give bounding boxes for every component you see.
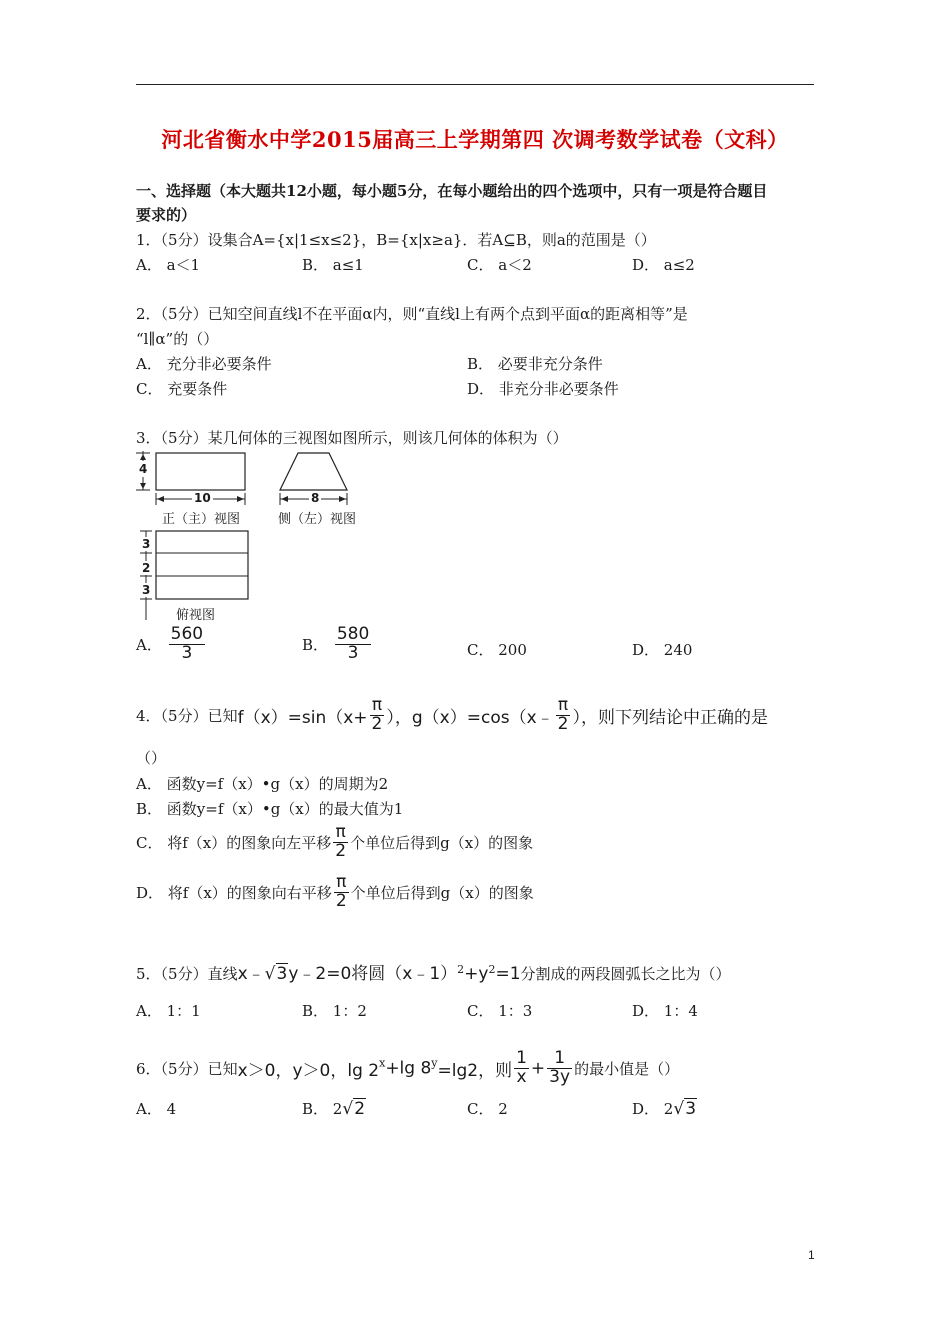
q3-option-a: A． $\frac{560}{3}$ xyxy=(136,624,204,663)
section-heading-line1: 一、选择题（本大题共12小题，每小题5分，在每小题给出的四个选项中，只有一项是符合题目 xyxy=(136,182,768,200)
q4-option-b: B． 函数y=f（x）•g（x）的最大值为1 xyxy=(136,800,404,818)
side-view-label: 侧（左）视图 xyxy=(278,512,357,527)
q1-option-d: D． a≤2 xyxy=(632,256,695,274)
q4-option-d: D． 将f（x）的图象向右平移 $\frac{\pi}{2}$ 个单位后得到g（x）的图象 xyxy=(136,872,534,911)
dim-top-label-3: 3 xyxy=(142,583,151,597)
q3-stem: 3．（5分）某几何体的三视图如图所示，则该几何体的体积为（） xyxy=(136,429,568,447)
q6-option-c: C． 2 xyxy=(467,1100,508,1118)
q3-option-b: B． $\frac{580}{3}$ xyxy=(302,624,370,663)
dim-side-label: 8 xyxy=(311,491,320,505)
q2-option-c: C． 充要条件 xyxy=(136,380,228,398)
q6-fraction-1-over-3y: $\frac{1}{3y}$ xyxy=(549,1048,571,1087)
q6-option-a: A． 4 xyxy=(136,1100,177,1118)
dim-top-label-2: 2 xyxy=(142,561,151,575)
q2-option-b: B． 必要非充分条件 xyxy=(467,355,603,373)
q1-stem: 1．（5分）设集合A={x|1≤x≤2}，B={x|x≥a}．若A⊆B，则a的范围是（） xyxy=(136,231,656,249)
q4-stem-paren: （） xyxy=(136,749,167,767)
q3-option-b-fraction: $\frac{580}{3}$ xyxy=(336,624,370,663)
q2-option-a: A． 充分非必要条件 xyxy=(136,355,272,373)
q2-stem-line2: “l∥α”的（） xyxy=(136,330,219,348)
q2-stem-line1: 2．（5分）已知空间直线l不在平面α内，则“直线l上有两个点到平面α的距离相等”是 xyxy=(136,305,688,323)
q4-pi-over-2-a: $\frac{\pi}{2}$ xyxy=(371,695,383,734)
q4-option-c: C． 将f（x）的图象向左平移 $\frac{\pi}{2}$ 个单位后得到g（x）的图象 xyxy=(136,822,534,861)
q3-option-a-fraction: $\frac{560}{3}$ xyxy=(170,624,204,663)
q1-option-c: C． a＜2 xyxy=(467,256,532,274)
q4-stem: 4．（5分）已知f（x）=sin（x+ $\frac{\pi}{2}$ ），g（x）=cos（x﹣ $\frac{\pi}{2}$ ），则下列结论中正确的是 xyxy=(136,695,768,734)
front-view-rect xyxy=(156,453,245,490)
three-view-figure xyxy=(134,448,364,623)
page-title: 河北省衡水中学2015届高三上学期第四 次调考数学试卷（文科） xyxy=(161,127,789,152)
q4-pi-over-2-b: $\frac{\pi}{2}$ xyxy=(557,695,569,734)
q3-option-c: C． 200 xyxy=(467,641,527,659)
header-rule xyxy=(136,84,814,85)
q5-option-b: B． 1：2 xyxy=(302,1002,367,1020)
q5-stem: 5．（5分）直线x﹣√3y﹣2=0将圆$(x﹣1)^2+y^2=1$分割成的两段圆弧长之比为（） xyxy=(136,963,731,984)
side-view-trapezoid xyxy=(280,453,347,490)
q4-option-a: A． 函数y=f（x）•g（x）的周期为2 xyxy=(136,775,389,793)
section-heading-line2: 要求的） xyxy=(136,206,197,224)
q3-option-d: D． 240 xyxy=(632,641,693,659)
q5-option-c: C． 1：3 xyxy=(467,1002,533,1020)
q1-option-a: A． a＜1 xyxy=(136,256,201,274)
dim-top-label-1: 3 xyxy=(142,537,151,551)
q6-option-d-sqrt: √3 xyxy=(673,1099,697,1119)
q6-stem: 6．（5分）已知x＞0，y＞0，$\lg 2^x+\lg$ $8^y=\lg 2$，则 $\frac{1}{x}$ + $\frac{1}{3y}$ 的最小值是（） xyxy=(136,1048,680,1087)
q5-option-d: D． 1：4 xyxy=(632,1002,698,1020)
q6-option-b: B． 2√2 xyxy=(302,1099,366,1119)
q4-option-c-fraction: $\frac{\pi}{2}$ xyxy=(335,822,347,861)
front-view-label: 正（主）视图 xyxy=(162,512,241,527)
q2-option-d: D． 非充分非必要条件 xyxy=(467,380,619,398)
q5-option-a: A． 1：1 xyxy=(136,1002,201,1020)
dim-height-label: 4 xyxy=(139,462,148,476)
q1-option-b: B． a≤1 xyxy=(302,256,364,274)
q4-option-d-fraction: $\frac{\pi}{2}$ xyxy=(335,872,347,911)
page-number: 1 xyxy=(808,1248,815,1262)
dim-width-label: 10 xyxy=(194,491,211,505)
q5-sqrt3: √3 xyxy=(264,964,288,984)
top-view-rect xyxy=(156,531,248,599)
q6-option-d: D． 2√3 xyxy=(632,1099,697,1119)
top-view-label: 俯视图 xyxy=(176,608,216,623)
q6-fraction-1-over-x: $\frac{1}{x}$ xyxy=(516,1048,527,1087)
q6-option-b-sqrt: √2 xyxy=(342,1099,366,1119)
